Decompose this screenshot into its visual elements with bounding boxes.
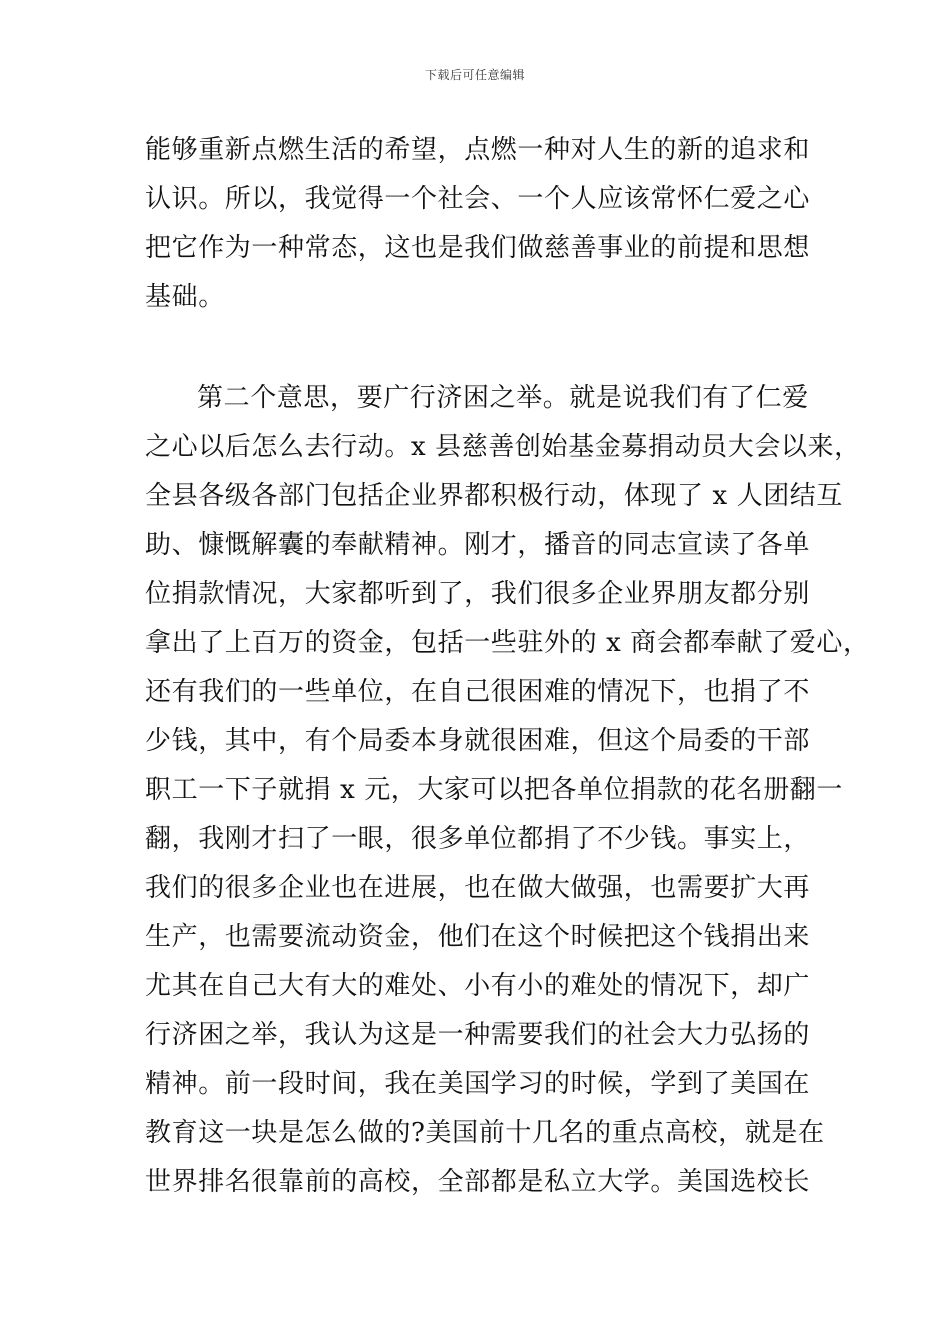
text-line: 位捐款情况，大家都听到了，我们很多企业界朋友都分别: [145, 579, 811, 609]
page-header: 下载后可任意编辑: [424, 68, 525, 82]
text-line: 翻，我刚才扫了一眼，很多单位都捐了不少钱。事实上，: [145, 824, 811, 854]
text-line: 还有我们的一些单位，在自己很困难的情况下，也捐了不: [145, 677, 811, 707]
text-line: 行济困之举，我认为这是一种需要我们的社会大力弘扬的: [145, 1020, 811, 1050]
text-line: 我们的很多企业也在进展，也在做大做强，也需要扩大再: [145, 873, 811, 903]
text-line: 尤其在自己大有大的难处、小有小的难处的情况下，却广: [145, 971, 811, 1001]
text-line: 生产，也需要流动资金，他们在这个时候把这个钱捐出来: [145, 922, 811, 952]
text-line: 职工一下子就捐 x 元，大家可以把各单位捐款的花名册翻一: [145, 775, 843, 805]
paragraph-1: [145, 126, 815, 322]
text-line: 第二个意思，要广行济困之举。就是说我们有了仁爱: [197, 383, 809, 413]
text-line: 精神。前一段时间，我在美国学习的时候，学到了美国在: [145, 1069, 811, 1099]
text-line: 拿出了上百万的资金，包括一些驻外的 x 商会都奉献了爱心，: [145, 628, 870, 658]
text-line: 基础。: [145, 282, 225, 312]
text-line: 能够重新点燃生活的希望，点燃一种对人生的新的追求和: [145, 135, 811, 165]
text-line: 把它作为一种常态，这也是我们做慈善事业的前提和思想: [145, 233, 811, 263]
text-line: 世界排名很靠前的高校，全部都是私立大学。美国选校长: [145, 1167, 811, 1197]
text-line: 教育这一块是怎么做的?美国前十几名的重点高校，就是在: [145, 1118, 825, 1148]
text-line: 认识。所以，我觉得一个社会、一个人应该常怀仁爱之心: [145, 184, 811, 214]
text-line: 之心以后怎么去行动。x 县慈善创始基金募捐动员大会以来，: [145, 432, 861, 462]
paragraph-2: [145, 374, 870, 1207]
text-line: 助、慷慨解囊的奉献精神。刚才，播音的同志宣读了各单: [145, 530, 811, 560]
text-line: 全县各级各部门包括企业界都积极行动，体现了 x 人团结互: [145, 481, 843, 511]
text-line: 少钱，其中，有个局委本身就很困难，但这个局委的干部: [145, 726, 811, 756]
